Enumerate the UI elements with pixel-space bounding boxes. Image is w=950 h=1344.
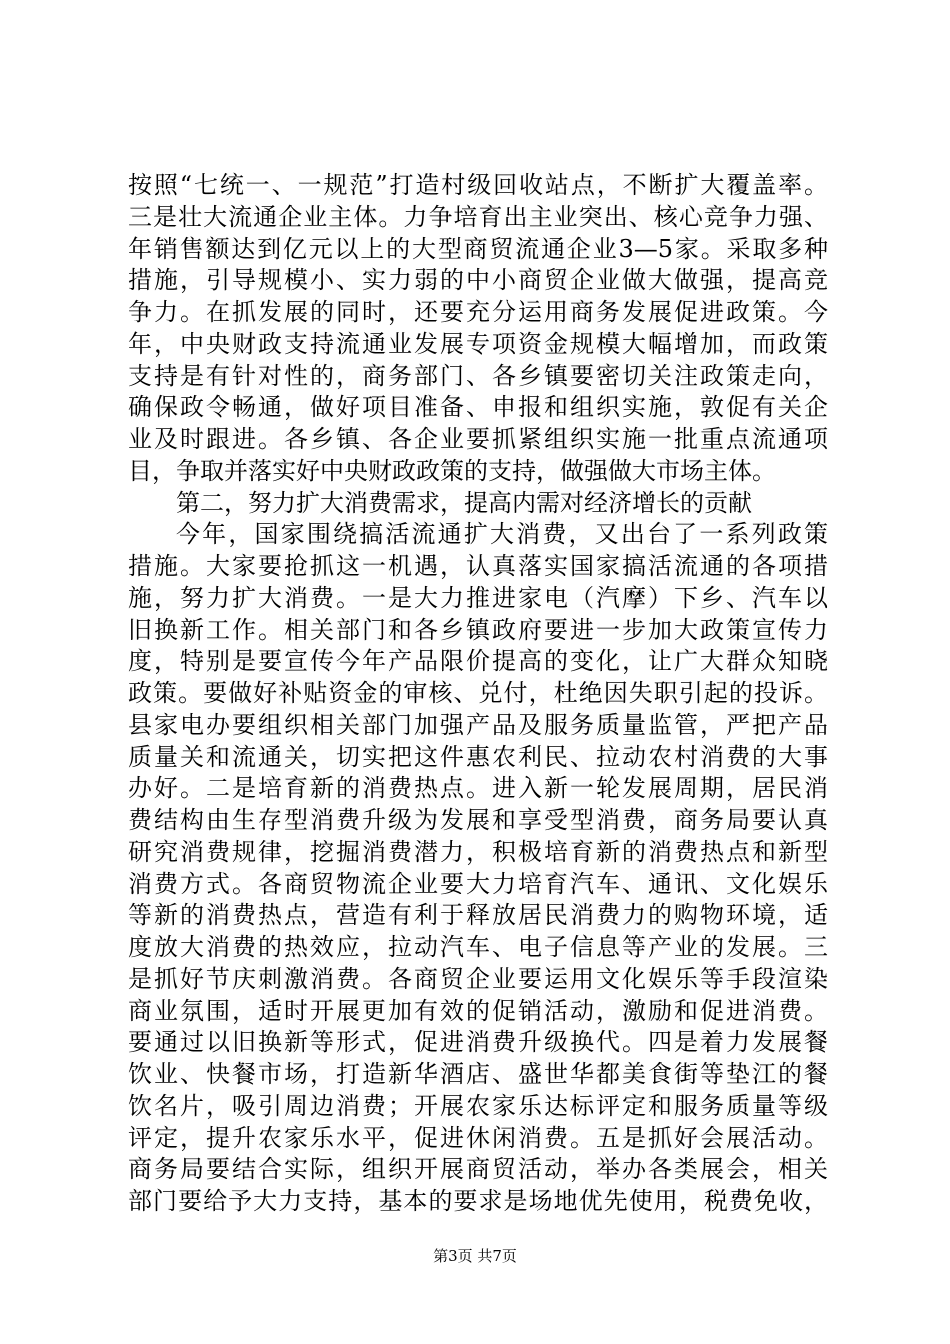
text-line: 县家电办要组织相关部门加强产品及服务质量监管，严把产品: [128, 710, 828, 739]
text-line: 支持是有针对性的，商务部门、各乡镇要密切关注政策走向，: [128, 361, 828, 390]
text-line: 质量关和流通关，切实把这件惠农利民、拉动农村消费的大事: [128, 742, 828, 771]
text-line: 办好。二是培育新的消费热点。进入新一轮发展周期，居民消: [128, 774, 828, 803]
text-line: 争力。在抓发展的同时，还要充分运用商务发展促进政策。今: [128, 298, 828, 326]
section-heading: 第二，努力扩大消费需求，提高内需对经济增长的贡献: [176, 488, 752, 517]
text-line: 饮名片，吸引周边消费；开展农家乐达标评定和服务质量等级: [128, 1091, 828, 1120]
text-line: 今年，国家围绕搞活流通扩大消费，又出台了一系列政策: [176, 520, 828, 549]
text-line: 施，努力扩大消费。一是大力推进家电（汽摩）下乡、汽车以: [128, 583, 828, 612]
text-line: 措施。大家要抢抓这一机遇，认真落实国家搞活流通的各项措: [128, 552, 828, 580]
text-line: 确保政令畅通，做好项目准备、申报和组织实施，敦促有关企: [128, 393, 828, 422]
text-line: 研究消费规律，挖掘消费潜力，积极培育新的消费热点和新型: [128, 837, 828, 866]
text-line: 目，争取并落实好中央财政政策的支持，做强做大市场主体。: [128, 456, 776, 485]
text-line: 要通过以旧换新等形式，促进消费升级换代。四是着力发展餐: [128, 1028, 828, 1057]
text-line: 度，特别是要宣传今年产品限价提高的变化，让广大群众知晓: [128, 647, 828, 676]
text-line: 评定，提升农家乐水平，促进休闲消费。五是抓好会展活动。: [128, 1123, 828, 1152]
text-line: 饮业、快餐市场，打造新华酒店、盛世华都美食街等垫江的餐: [128, 1060, 828, 1088]
text-line: 费结构由生存型消费升级为发展和享受型消费，商务局要认真: [128, 806, 828, 834]
text-line: 措施，引导规模小、实力弱的中小商贸企业做大做强，提高竞: [128, 266, 828, 295]
text-line: 按照“七统一、一规范”打造村级回收站点，不断扩大覆盖率。: [128, 171, 828, 199]
text-line: 等新的消费热点，营造有利于释放居民消费力的购物环境，适: [128, 901, 828, 930]
text-line: 消费方式。各商贸物流企业要大力培育汽车、通讯、文化娱乐: [128, 869, 828, 898]
document-body: [128, 170, 828, 1218]
text-line: 三是壮大流通企业主体。力争培育出主业突出、核心竞争力强、: [128, 202, 828, 231]
text-line: 年销售额达到亿元以上的大型商贸流通企业3—5家。采取多种: [128, 234, 828, 263]
text-line: 商业氛围，适时开展更加有效的促销活动，激励和促进消费。: [128, 996, 828, 1025]
text-line: 政策。要做好补贴资金的审核、兑付，杜绝因失职引起的投诉。: [128, 679, 828, 707]
text-line: 是抓好节庆刺激消费。各商贸企业要运用文化娱乐等手段渲染: [128, 964, 828, 993]
page-number-footer: 第3页 共7页: [433, 1247, 517, 1265]
text-line: 商务局要结合实际，组织开展商贸活动，举办各类展会，相关: [128, 1155, 828, 1184]
text-line: 年，中央财政支持流通业发展专项资金规模大幅增加，而政策: [128, 329, 828, 358]
text-line: 业及时跟进。各乡镇、各企业要抓紧组织实施一批重点流通项: [128, 425, 828, 453]
text-line: 旧换新工作。相关部门和各乡镇政府要进一步加大政策宣传力: [128, 615, 828, 644]
text-line: 部门要给予大力支持，基本的要求是场地优先使用，税费免收，: [128, 1187, 828, 1215]
text-line: 度放大消费的热效应，拉动汽车、电子信息等产业的发展。三: [128, 933, 828, 961]
